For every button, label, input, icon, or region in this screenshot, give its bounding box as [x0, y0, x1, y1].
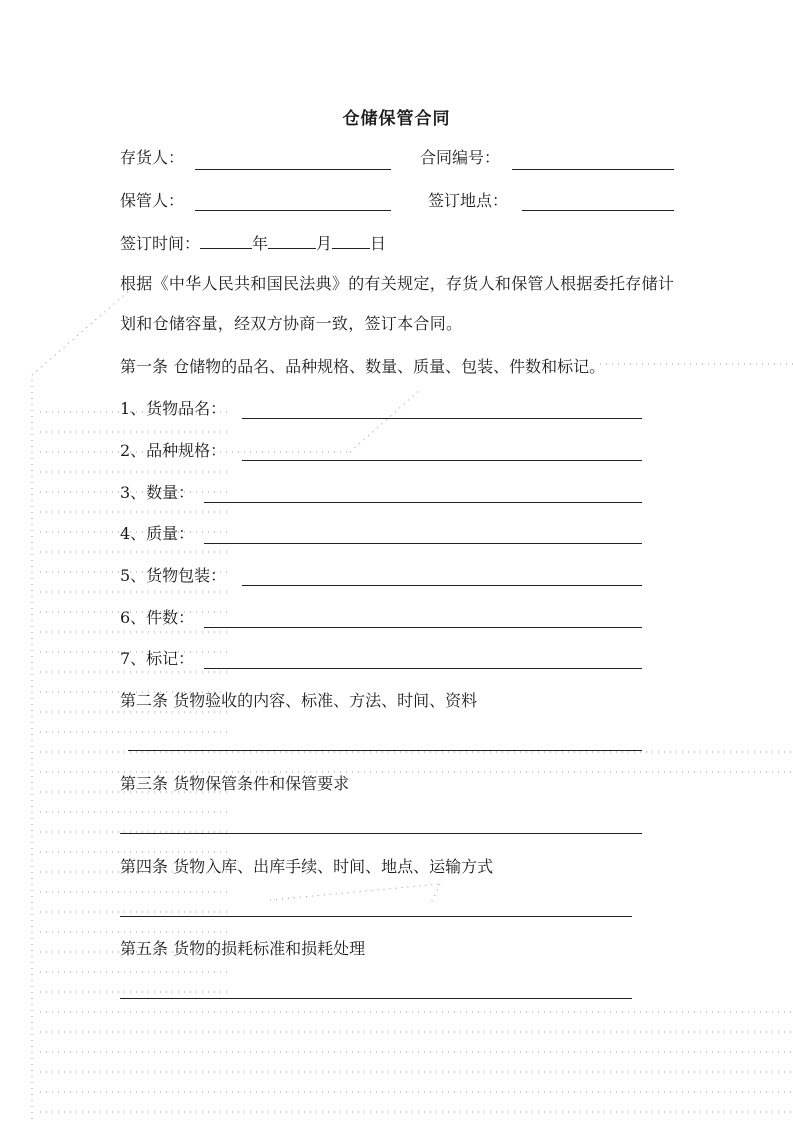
contract-no-blank[interactable]	[512, 168, 674, 170]
article4-blank[interactable]	[120, 915, 632, 917]
day-blank[interactable]	[332, 230, 370, 249]
package-blank[interactable]	[242, 584, 642, 586]
marks-blank[interactable]	[204, 667, 642, 669]
article4-heading: 第四条 货物入库、出库手续、时间、地点、运输方式	[120, 857, 494, 876]
item-marks-label: 7、标记：	[120, 649, 195, 668]
item-quality-label: 4、质量：	[120, 524, 195, 543]
sign-time-row	[120, 230, 386, 256]
article3-blank[interactable]	[120, 832, 642, 834]
pieces-blank[interactable]	[204, 626, 642, 628]
custodian-blank[interactable]	[195, 209, 391, 211]
article5-blank[interactable]	[120, 997, 632, 999]
article2-heading: 第二条 货物验收的内容、标准、方法、时间、资料	[120, 691, 478, 710]
document-title: 仓储保管合同	[342, 109, 451, 129]
day-label: 日	[370, 234, 387, 253]
item-pieces-label: 6、件数：	[120, 608, 195, 627]
item-package-label: 5、货物包装：	[120, 566, 227, 585]
month-blank[interactable]	[268, 230, 316, 249]
item-goods-name-label: 1、货物品名：	[120, 399, 227, 418]
intro-paragraph: 根据《中华人民共和国民法典》的有关规定，存货人和保管人根据委托存储计划和仓储容量，经双方协商一致，签订本合同。	[120, 274, 675, 333]
article3-heading: 第三条 货物保管条件和保管要求	[120, 774, 350, 793]
custodian-label: 保管人：	[120, 191, 185, 210]
goods-name-blank[interactable]	[242, 417, 642, 419]
year-blank[interactable]	[200, 230, 252, 249]
month-label: 月	[316, 234, 333, 253]
contract-no-label: 合同编号：	[420, 148, 501, 167]
article5-heading: 第五条 货物的损耗标准和损耗处理	[120, 939, 366, 958]
quantity-blank[interactable]	[204, 501, 642, 503]
sign-place-label: 签订地点：	[428, 191, 509, 210]
article2-blank[interactable]	[128, 749, 642, 751]
sign-time-label: 签订时间：	[120, 234, 201, 253]
item-quantity-label: 3、数量：	[120, 483, 195, 502]
item-spec-label: 2、品种规格：	[120, 441, 227, 460]
depositor-label: 存货人：	[120, 148, 185, 167]
article1-heading: 第一条 仓储物的品名、品种规格、数量、质量、包装、件数和标记。	[120, 357, 606, 376]
sign-place-blank[interactable]	[522, 209, 674, 211]
quality-blank[interactable]	[204, 542, 642, 544]
spec-blank[interactable]	[242, 459, 642, 461]
year-label: 年	[252, 234, 269, 253]
depositor-blank[interactable]	[195, 168, 391, 170]
